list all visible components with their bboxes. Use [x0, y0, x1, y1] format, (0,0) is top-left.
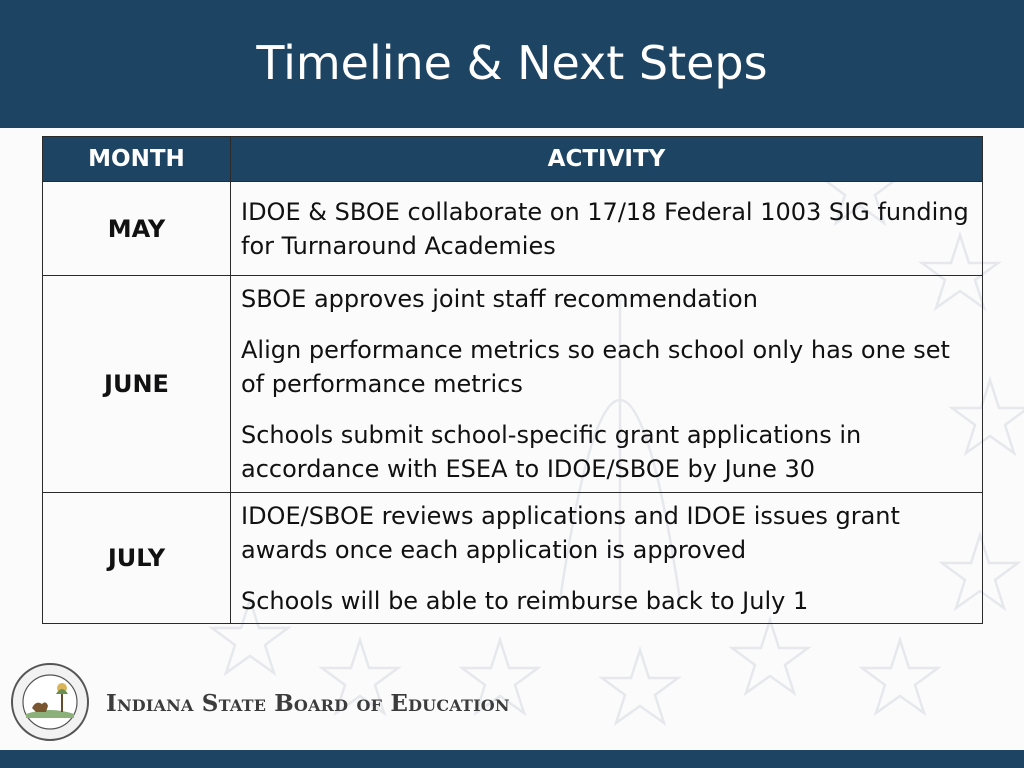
activity-item: SBOE approves joint staff recommendation	[241, 285, 758, 313]
timeline-table	[42, 136, 983, 624]
table-row	[43, 182, 983, 276]
activity-cell	[231, 493, 983, 624]
activity-item: IDOE/SBOE reviews applications and IDOE issues grant awards once each application is approved	[241, 501, 900, 564]
table-row	[43, 276, 983, 493]
month-cell: JULY	[43, 493, 231, 624]
activity-item: Schools submit school-specific grant applications in accordance with ESEA to IDOE/SBOE by June 30	[241, 421, 862, 483]
activity-item: Align performance metrics so each school only has one set of performance metrics	[241, 336, 950, 398]
activity-item: IDOE & SBOE collaborate on 17/18 Federal 1003 SIG funding for Turnaround Academies	[241, 197, 969, 260]
state-seal-icon	[10, 662, 90, 742]
title-bar	[0, 0, 1024, 128]
activity-cell	[231, 276, 983, 493]
activity-item: Schools will be able to reimburse back to July 1	[241, 586, 809, 615]
activity-cell	[231, 182, 983, 276]
column-header-activity: ACTIVITY	[231, 137, 983, 182]
page-title: Timeline & Next Steps	[256, 36, 768, 90]
table-row	[43, 493, 983, 624]
month-cell: MAY	[43, 182, 231, 276]
month-cell: JUNE	[43, 276, 231, 493]
column-header-month: MONTH	[43, 137, 231, 182]
footer-bar	[0, 750, 1024, 768]
organization-name: Indiana State Board of Education	[106, 690, 510, 717]
table-header-row	[43, 137, 983, 182]
